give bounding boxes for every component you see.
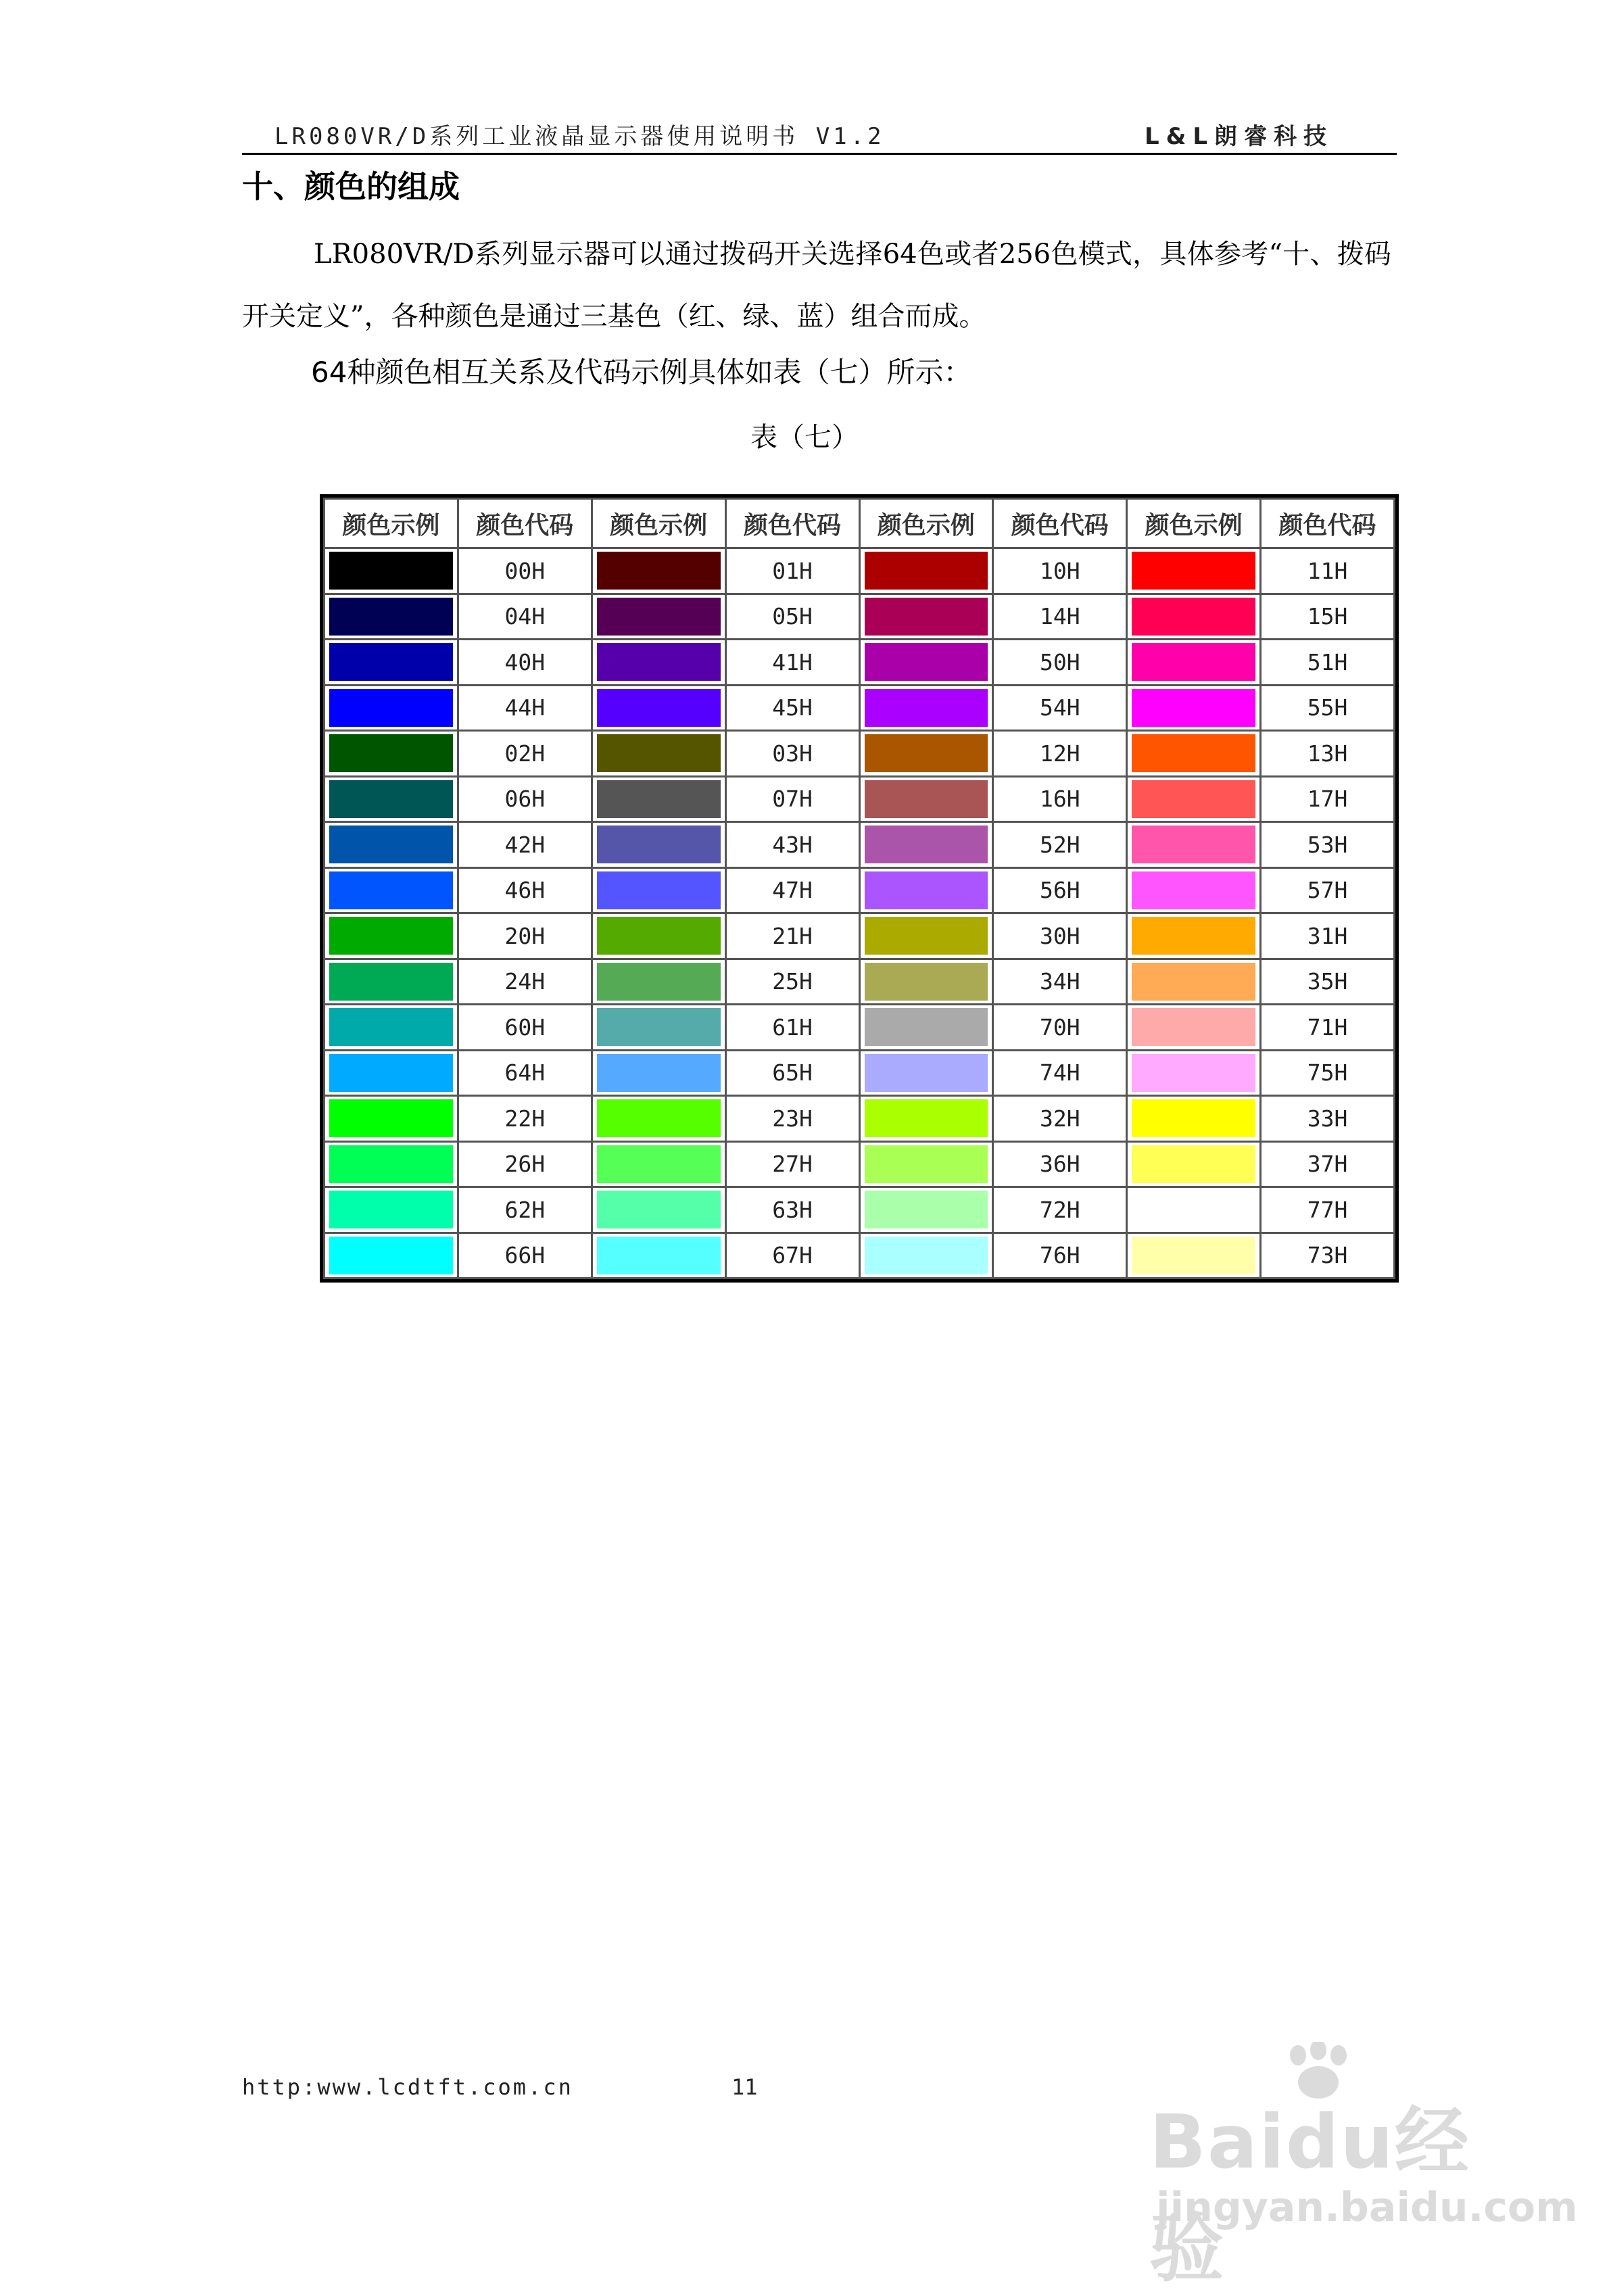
color-swatch <box>597 552 721 590</box>
color-code-cell: 35H <box>1261 959 1395 1005</box>
color-swatch <box>597 734 721 772</box>
color-swatch <box>865 1237 988 1274</box>
color-swatch <box>329 1054 453 1092</box>
color-sample-cell <box>325 594 458 640</box>
color-swatch <box>1132 871 1255 909</box>
color-sample-cell <box>859 913 993 959</box>
color-swatch <box>1132 734 1255 772</box>
header-color-code: 颜色代码 <box>1261 499 1395 548</box>
color-code-cell: 53H <box>1261 822 1395 868</box>
color-swatch <box>597 689 721 727</box>
body-paragraph: LR080VR/D系列显示器可以通过拨码开关选择64色或者256色模式，具体参考“十、拨码开关定义”，各种颜色是通过三基色（红、绿、蓝）组合而成。 <box>242 239 1391 332</box>
color-sample-cell <box>325 1050 458 1096</box>
color-sample-cell <box>1127 731 1261 777</box>
header-color-sample: 颜色示例 <box>1127 499 1261 548</box>
color-sample-cell <box>592 776 725 822</box>
table-row <box>325 776 1395 822</box>
page-number: 11 <box>731 2074 758 2100</box>
table-caption: 表（七） <box>750 422 859 453</box>
color-swatch <box>597 871 721 909</box>
table-row <box>325 548 1395 594</box>
color-sample-cell <box>325 1005 458 1051</box>
table-row <box>325 1050 1395 1096</box>
color-code-cell: 51H <box>1261 640 1395 686</box>
color-code-cell: 44H <box>458 685 592 731</box>
color-sample-cell <box>859 685 993 731</box>
color-sample-cell <box>859 1005 993 1051</box>
color-sample-cell <box>592 1096 725 1142</box>
color-swatch <box>865 643 988 681</box>
color-code-cell: 41H <box>725 640 859 686</box>
header-color-sample: 颜色示例 <box>592 499 725 548</box>
color-swatch <box>329 917 453 955</box>
color-swatch <box>1132 1237 1255 1274</box>
color-swatch <box>1132 1145 1255 1183</box>
color-swatch <box>329 643 453 681</box>
color-sample-cell <box>325 1233 458 1278</box>
color-sample-cell <box>325 913 458 959</box>
table-body <box>325 548 1395 1278</box>
header-company-name: L&L朗睿科技 <box>1145 123 1333 150</box>
color-sample-cell <box>325 731 458 777</box>
color-swatch <box>865 963 988 1001</box>
color-swatch <box>329 552 453 590</box>
color-sample-cell <box>592 640 725 686</box>
footer-url: http:www.lcdtft.com.cn <box>242 2074 573 2100</box>
color-sample-cell <box>1127 1005 1261 1051</box>
color-swatch <box>865 734 988 772</box>
color-code-cell: 01H <box>725 548 859 594</box>
color-swatch <box>597 1099 721 1137</box>
table-row <box>325 959 1395 1005</box>
watermark-domain: jingyan.baidu.com <box>1156 2184 1578 2231</box>
color-code-cell: 45H <box>725 685 859 731</box>
color-sample-cell <box>859 1187 993 1233</box>
color-sample-cell <box>1127 1096 1261 1142</box>
color-swatch <box>329 780 453 818</box>
color-code-cell: 66H <box>458 1233 592 1278</box>
color-swatch <box>865 1099 988 1137</box>
color-sample-cell <box>1127 913 1261 959</box>
color-code-cell: 26H <box>458 1141 592 1187</box>
color-swatch <box>1132 552 1255 590</box>
color-sample-cell <box>592 548 725 594</box>
color-code-cell: 56H <box>993 867 1127 913</box>
color-sample-cell <box>592 1050 725 1096</box>
color-code-cell: 65H <box>725 1050 859 1096</box>
table-row <box>325 1233 1395 1278</box>
color-code-cell: 43H <box>725 822 859 868</box>
color-code-cell: 34H <box>993 959 1127 1005</box>
color-sample-cell <box>859 1141 993 1187</box>
color-swatch <box>865 826 988 863</box>
color-code-cell: 04H <box>458 594 592 640</box>
color-sample-cell <box>1127 1187 1261 1233</box>
color-sample-cell <box>325 1187 458 1233</box>
color-code-cell: 07H <box>725 776 859 822</box>
color-sample-cell <box>325 1096 458 1142</box>
color-sample-cell <box>592 1141 725 1187</box>
color-sample-cell <box>1127 594 1261 640</box>
table-row <box>325 685 1395 731</box>
color-code-cell: 03H <box>725 731 859 777</box>
color-sample-cell <box>592 867 725 913</box>
color-code-cell: 16H <box>993 776 1127 822</box>
color-swatch <box>1132 643 1255 681</box>
color-sample-cell <box>592 685 725 731</box>
color-code-cell: 32H <box>993 1096 1127 1142</box>
color-sample-cell <box>1127 685 1261 731</box>
color-code-cell: 61H <box>725 1005 859 1051</box>
color-sample-cell <box>592 913 725 959</box>
color-code-cell: 14H <box>993 594 1127 640</box>
color-code-cell: 76H <box>993 1233 1127 1278</box>
color-sample-cell <box>1127 867 1261 913</box>
color-swatch <box>1132 826 1255 863</box>
color-sample-cell <box>859 594 993 640</box>
color-sample-cell <box>592 1187 725 1233</box>
color-code-cell: 15H <box>1261 594 1395 640</box>
color-swatch <box>597 780 721 818</box>
table-row <box>325 1141 1395 1187</box>
table-row <box>325 1187 1395 1233</box>
color-swatch <box>1132 1099 1255 1137</box>
color-swatch <box>597 1145 721 1183</box>
color-sample-cell <box>1127 1233 1261 1278</box>
color-swatch <box>329 871 453 909</box>
color-sample-cell <box>592 594 725 640</box>
color-code-cell: 24H <box>458 959 592 1005</box>
color-sample-cell <box>1127 640 1261 686</box>
table-row <box>325 731 1395 777</box>
color-sample-cell <box>592 1005 725 1051</box>
color-code-cell: 55H <box>1261 685 1395 731</box>
color-code-cell: 00H <box>458 548 592 594</box>
color-code-cell: 23H <box>725 1096 859 1142</box>
color-swatch <box>329 734 453 772</box>
color-code-cell: 21H <box>725 913 859 959</box>
color-sample-cell <box>1127 822 1261 868</box>
table-intro-heading: 64种颜色相互关系及代码示例具体如表（七）所示： <box>311 356 972 389</box>
color-code-table <box>323 498 1395 1279</box>
color-sample-cell <box>325 822 458 868</box>
color-code-cell: 06H <box>458 776 592 822</box>
color-swatch <box>329 1008 453 1046</box>
color-code-cell: 67H <box>725 1233 859 1278</box>
color-code-cell: 77H <box>1261 1187 1395 1233</box>
color-code-cell: 36H <box>993 1141 1127 1187</box>
color-code-cell: 47H <box>725 867 859 913</box>
color-swatch <box>597 826 721 863</box>
color-sample-cell <box>1127 959 1261 1005</box>
color-sample-cell <box>859 776 993 822</box>
color-swatch <box>329 598 453 636</box>
header-color-sample: 颜色示例 <box>859 499 993 548</box>
section-title: 十、颜色的组成 <box>242 168 460 205</box>
table-header-row <box>325 499 1395 548</box>
color-code-cell: 37H <box>1261 1141 1395 1187</box>
table-row <box>325 1096 1395 1142</box>
color-swatch <box>597 1237 721 1274</box>
color-swatch <box>597 1008 721 1046</box>
color-code-cell: 25H <box>725 959 859 1005</box>
table-row <box>325 594 1395 640</box>
color-sample-cell <box>592 822 725 868</box>
color-code-cell: 22H <box>458 1096 592 1142</box>
color-sample-cell <box>1127 1050 1261 1096</box>
color-sample-cell <box>325 685 458 731</box>
color-code-cell: 54H <box>993 685 1127 731</box>
color-sample-cell <box>1127 776 1261 822</box>
color-code-cell: 75H <box>1261 1050 1395 1096</box>
table-row <box>325 867 1395 913</box>
color-code-cell: 42H <box>458 822 592 868</box>
color-code-cell: 62H <box>458 1187 592 1233</box>
page-header <box>242 115 1397 155</box>
color-swatch <box>329 1191 453 1228</box>
color-code-cell: 40H <box>458 640 592 686</box>
color-sample-cell <box>859 640 993 686</box>
color-code-cell: 17H <box>1261 776 1395 822</box>
table-row <box>325 913 1395 959</box>
color-swatch <box>865 1145 988 1183</box>
color-code-cell: 52H <box>993 822 1127 868</box>
color-code-cell: 64H <box>458 1050 592 1096</box>
color-sample-cell <box>859 1096 993 1142</box>
color-sample-cell <box>325 867 458 913</box>
color-swatch <box>1132 917 1255 955</box>
color-sample-cell <box>859 867 993 913</box>
color-sample-cell <box>592 731 725 777</box>
color-sample-cell <box>592 1233 725 1278</box>
color-code-cell: 27H <box>725 1141 859 1187</box>
color-swatch <box>597 598 721 636</box>
color-swatch <box>1132 1191 1255 1228</box>
color-swatch <box>1132 780 1255 818</box>
baidu-watermark <box>1143 2042 1578 2292</box>
color-swatch <box>597 643 721 681</box>
color-code-cell: 12H <box>993 731 1127 777</box>
color-swatch <box>329 1145 453 1183</box>
color-swatch <box>1132 1008 1255 1046</box>
color-code-cell: 33H <box>1261 1096 1395 1142</box>
color-swatch <box>1132 689 1255 727</box>
color-code-cell: 72H <box>993 1187 1127 1233</box>
color-swatch <box>329 689 453 727</box>
color-code-cell: 60H <box>458 1005 592 1051</box>
color-sample-cell <box>859 822 993 868</box>
color-sample-cell <box>325 548 458 594</box>
color-swatch <box>865 917 988 955</box>
color-swatch <box>865 1191 988 1228</box>
color-code-cell: 02H <box>458 731 592 777</box>
color-code-cell: 57H <box>1261 867 1395 913</box>
color-swatch <box>1132 1054 1255 1092</box>
color-swatch <box>329 1237 453 1274</box>
color-swatch <box>597 1191 721 1228</box>
color-sample-cell <box>859 959 993 1005</box>
color-code-cell: 71H <box>1261 1005 1395 1051</box>
header-color-code: 颜色代码 <box>993 499 1127 548</box>
color-code-cell: 46H <box>458 867 592 913</box>
color-swatch <box>597 917 721 955</box>
color-code-cell: 30H <box>993 913 1127 959</box>
header-color-code: 颜色代码 <box>725 499 859 548</box>
color-swatch <box>597 963 721 1001</box>
color-code-table-frame <box>320 494 1399 1283</box>
color-sample-cell <box>325 959 458 1005</box>
color-swatch <box>865 780 988 818</box>
color-sample-cell <box>592 959 725 1005</box>
color-sample-cell <box>859 548 993 594</box>
color-swatch <box>865 1054 988 1092</box>
color-code-cell: 10H <box>993 548 1127 594</box>
color-swatch <box>597 1054 721 1092</box>
color-code-cell: 13H <box>1261 731 1395 777</box>
color-code-cell: 74H <box>993 1050 1127 1096</box>
color-swatch <box>865 552 988 590</box>
color-sample-cell <box>859 731 993 777</box>
watermark-brand: Baidu经验 <box>1149 2099 1470 2292</box>
color-sample-cell <box>859 1050 993 1096</box>
color-code-cell: 63H <box>725 1187 859 1233</box>
table-row <box>325 640 1395 686</box>
color-sample-cell <box>1127 548 1261 594</box>
header-color-sample: 颜色示例 <box>325 499 458 548</box>
color-swatch <box>865 871 988 909</box>
color-code-cell: 20H <box>458 913 592 959</box>
color-swatch <box>865 689 988 727</box>
color-swatch <box>329 1099 453 1137</box>
color-code-cell: 73H <box>1261 1233 1395 1278</box>
color-code-cell: 70H <box>993 1005 1127 1051</box>
color-swatch <box>865 1008 988 1046</box>
color-sample-cell <box>325 640 458 686</box>
color-sample-cell <box>325 776 458 822</box>
color-sample-cell <box>1127 1141 1261 1187</box>
color-sample-cell <box>325 1141 458 1187</box>
color-code-cell: 31H <box>1261 913 1395 959</box>
color-code-cell: 11H <box>1261 548 1395 594</box>
color-swatch <box>329 963 453 1001</box>
color-swatch <box>1132 598 1255 636</box>
color-code-cell: 50H <box>993 640 1127 686</box>
color-sample-cell <box>859 1233 993 1278</box>
color-swatch <box>329 826 453 863</box>
color-swatch <box>1132 963 1255 1001</box>
header-color-code: 颜色代码 <box>458 499 592 548</box>
color-swatch <box>865 598 988 636</box>
table-row <box>325 822 1395 868</box>
header-document-title: LR080VR/D系列工业液晶显示器使用说明书 V1.2 <box>274 123 885 150</box>
color-code-cell: 05H <box>725 594 859 640</box>
table-row <box>325 1005 1395 1051</box>
